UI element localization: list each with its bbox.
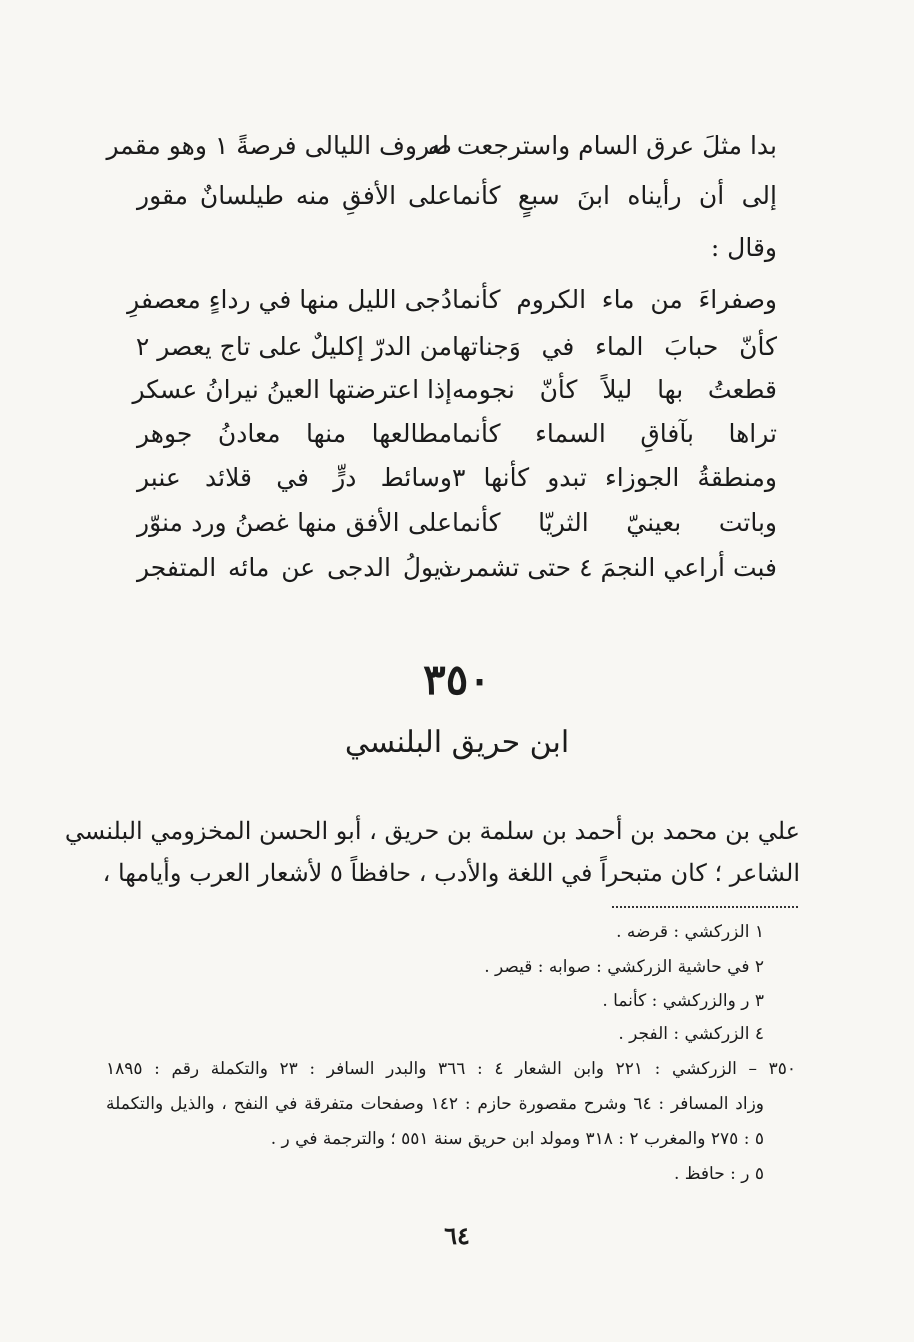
verse-second-hemistich: مطالعها منها معادنُ جوهر	[137, 419, 452, 448]
footnote: ٥ ر : حافظ .	[673, 1164, 764, 1184]
verse-row	[0, 409, 914, 459]
biography-line: علي بن محمد بن أحمد بن سلمة بن حريق ، أبو الحسن المخزومي البلنسي	[64, 817, 800, 845]
biography-line: الشاعر ؛ كان متبحراً في اللغة والأدب ، حافظاً ٥ لأشعار العرب وأيامها ،	[102, 859, 800, 887]
verse-first-hemistich: فبت أراعي النجمَ ٤ حتى تشمرت	[438, 553, 777, 582]
footnote: ٥ : ٢٧٥ والمغرب ٢ : ٣١٨ ومولد ابن حريق سنة ٥٥١ ؛ والترجمة في ر .	[270, 1129, 764, 1149]
footnote: ٣٥٠ – الزركشي : ٢٢١ وابن الشعار ٤ : ٣٦٦ والبدر السافر : ٢٣ والتكملة رقم : ١٨٩٥	[106, 1059, 796, 1079]
footnote: وزاد المسافر : ٦٤ وشرح مقصورة حازم : ١٤٢ وصفحات متفرقة في النفح ، والذيل والتكملة	[106, 1094, 765, 1114]
entry-title: ابن حريق البلنسي	[344, 725, 570, 760]
footnote: ٢ في حاشية الزركشي : صوابه : قيصر .	[484, 957, 764, 977]
poem-intro: وقال :	[710, 233, 777, 262]
verse-row	[0, 121, 914, 171]
verse-row	[0, 171, 914, 221]
verse-row	[0, 498, 914, 548]
verse-row	[0, 543, 914, 593]
verse-second-hemistich: صروف الليالى فرصةً ١ وهو مقمر	[106, 131, 452, 160]
verse-first-hemistich: وصفراءَ من ماء الكروم كأنما	[452, 285, 777, 314]
verse-first-hemistich: بدا مثلَ عرق السام واسترجعت له	[427, 131, 777, 160]
footnote: ١ الزركشي : قرضه .	[616, 922, 764, 942]
verse-second-hemistich: ذيولُ الدجى عن مائه المتفجر	[137, 553, 452, 582]
verse-second-hemistich: إذا اعترضتها العينُ نيرانُ عسكر	[132, 375, 452, 404]
verse-first-hemistich: تراها بآفاقِ السماء كأنما	[452, 419, 777, 448]
verse-second-hemistich: دُجى الليل منها في رداءٍ معصفرِ	[127, 285, 452, 314]
verse-first-hemistich: ومنطقةُ الجوزاء تبدو كأنها ٣	[452, 463, 777, 492]
verse-row	[0, 365, 914, 415]
verse-second-hemistich: وسائط درٍّ في قلائد عنبر	[137, 463, 452, 492]
verse-first-hemistich: وباتت بعينيّ الثريّا كأنما	[452, 508, 777, 537]
page-number: ٦٤	[444, 1221, 470, 1250]
verse-first-hemistich: إلى أن رأيناه ابنَ سبعٍ كأنما	[452, 181, 777, 210]
footnote: ٤ الزركشي : الفجر .	[618, 1024, 764, 1044]
footnote: ٣ ر والزركشي : كأنما .	[602, 991, 764, 1011]
verse-row	[0, 275, 914, 325]
verse-row	[0, 453, 914, 503]
verse-second-hemistich: من الدرّ إكليلٌ على تاج يعصر ٢	[135, 332, 452, 361]
entry-number: ٣٥٠	[423, 655, 491, 704]
verse-second-hemistich: على الأفق منها غصنُ ورد منوّر	[137, 508, 452, 537]
verse-first-hemistich: كأنّ حبابَ الماء في وَجناتها	[452, 332, 777, 361]
verse-first-hemistich: قطعتُ بها ليلاً كأنّ نجومه	[452, 375, 777, 404]
verse-second-hemistich: على الأفقِ منه طيلسانٌ مقور	[137, 181, 452, 210]
footnote-divider	[612, 906, 798, 908]
